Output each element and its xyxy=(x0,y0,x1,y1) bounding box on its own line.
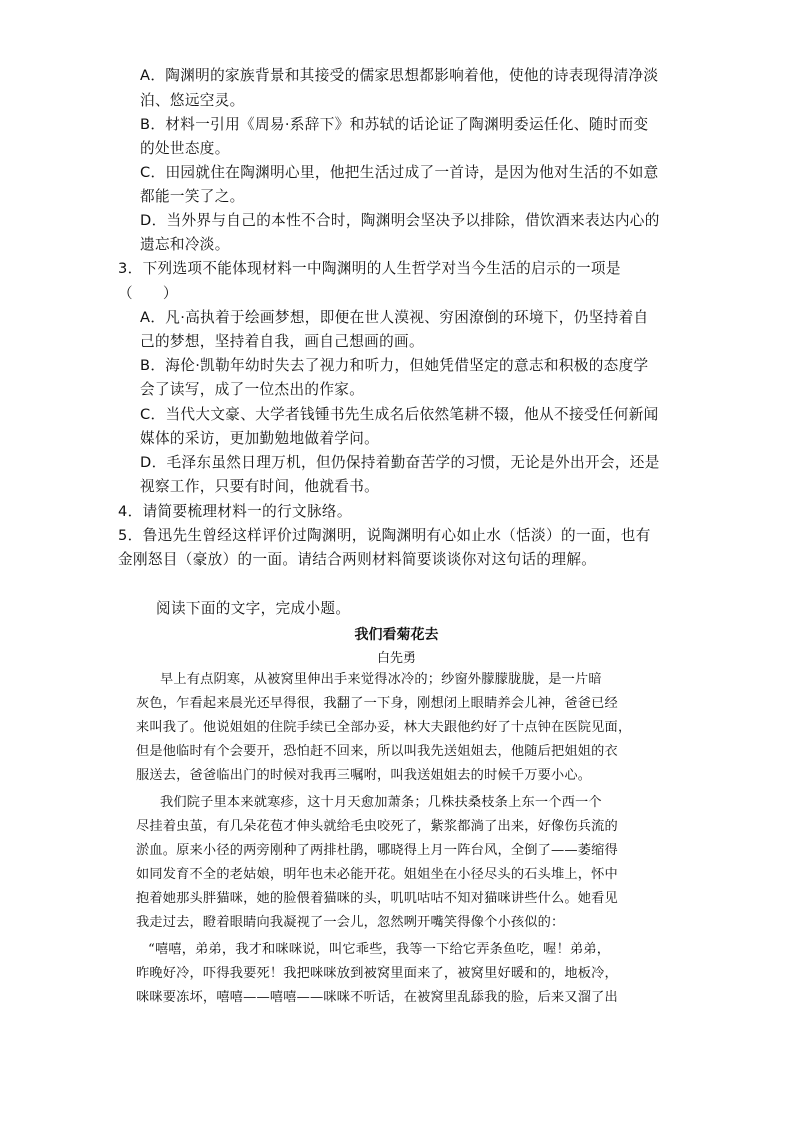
story-line: 早上有点阴寒，从被窝里伸出手来觉得冰冷的；纱窗外朦朦胧胧，是一片暗 xyxy=(160,672,602,687)
story-line: 咪咪要冻坏，嘻嘻——嘻嘻——咪咪不听话，在被窝里乱舔我的脸，后来又溜了出 xyxy=(136,990,618,1005)
q3-stem: 3．下列选项不能体现材料一中陶渊明的人生哲学对当今生活的启示的一项是 xyxy=(118,260,621,277)
q3-answer-paren: （ ） xyxy=(118,285,178,302)
story-author: 白先勇 xyxy=(376,651,416,666)
story-line: 昨晚好冷，吓得我要死！我把咪咪放到被窝里面来了，被窝里好暖和的，地板冷， xyxy=(136,966,618,981)
q5-stem-line2: 金刚怒目（豪放）的一面。请结合两则材料简要谈谈你对这句话的理解。 xyxy=(118,551,597,568)
story-line: 抱着她那头胖猫咪，她的脸偎着猫咪的头，叽叽咕咕不知对猫咪讲些什么。她看见 xyxy=(136,891,618,906)
q2-option-d-line1: D．当外界与自己的本性不合时，陶渊明会坚决予以排除，借饮酒来表达内心的 xyxy=(140,212,660,229)
story-line: 我们院子里本来就寒疹，这十月天愈加萧条；几株扶桑枝条上东一个西一个 xyxy=(160,795,602,810)
q2-option-a-line1: A．陶渊明的家族背景和其接受的儒家思想都影响着他，使他的诗表现得清净淡 xyxy=(140,67,659,84)
q2-option-b-line1: B．材料一引用《周易·系辞下》和苏轼的话论证了陶渊明委运任化、随时而变 xyxy=(140,116,649,133)
story-title: 我们看菊花去 xyxy=(354,627,439,643)
reading-intro: 阅读下面的文字，完成小题。 xyxy=(156,600,351,617)
q2-option-c-line1: C．田园就住在陶渊明心里，他把生活过成了一首诗，是因为他对生活的不如意 xyxy=(140,164,659,181)
story-line: 服送去，爸爸临出门的时候对我再三嘱咐，叫我送姐姐去的时候千万要小心。 xyxy=(136,768,592,783)
story-line: 来叫我了。他说姐姐的住院手续已全部办妥，林大夫跟他约好了十点钟在医院见面， xyxy=(136,720,632,735)
q4-stem: 4．请简要梳理材料一的行文脉络。 xyxy=(118,503,352,520)
story-line: 尽挂着虫茧，有几朵花苞才伸头就给毛虫咬死了，紫浆都淌了出来，好像伤兵流的 xyxy=(136,819,618,834)
q3-option-a-line2: 己的梦想，坚持着自我，画自己想画的画。 xyxy=(140,333,424,350)
q3-option-a-line1: A．凡·高执着于绘画梦想，即便在世人漠视、穷困潦倒的环境下，仍坚持着自 xyxy=(140,309,649,326)
q2-option-c-line2: 都能一笑了之。 xyxy=(140,188,245,205)
story-line: 我走过去，瞪着眼睛向我凝视了一会儿，忽然咧开嘴笑得像个小孩似的： xyxy=(136,915,565,930)
story-line: 灰色，乍看起来晨光还早得很，我翻了一下身，刚想闭上眼睛养会儿神，爸爸已经 xyxy=(136,696,618,711)
q3-option-d-line2: 视察工作，只要有时间，他就看书。 xyxy=(140,478,380,495)
story-line: “嘻嘻，弟弟，我才和咪咪说，叫它乖些，我等一下给它弄条鱼吃，喔！弟弟， xyxy=(148,942,611,957)
q2-option-b-line2: 的处世态度。 xyxy=(140,140,230,157)
q5-stem-line1: 5．鲁迅先生曾经这样评价过陶渊明，说陶渊明有心如止水（恬淡）的一面，也有 xyxy=(118,527,651,544)
q2-option-d-line2: 遗忘和冷淡。 xyxy=(140,236,230,253)
q3-option-b-line2: 会了读写，成了一位杰出的作家。 xyxy=(140,381,365,398)
q3-option-c-line1: C．当代大文豪、大学者钱锺书先生成名后依然笔耕不辍，他从不接受任何新闻 xyxy=(140,406,659,423)
story-line: 如同发育不全的老姑娘，明年也未必能开花。姐姐坐在小径尽头的石头堆上，怀中 xyxy=(136,867,618,882)
story-line: 淤血。原来小径的两旁刚种了两排杜鹃，哪晓得上月一阵台风，全倒了——萎缩得 xyxy=(136,843,618,858)
q3-option-d-line1: D．毛泽东虽然日理万机，但仍保持着勤奋苦学的习惯，无论是外出开会，还是 xyxy=(140,454,660,471)
q3-option-c-line2: 媒体的采访，更加勤勉地做着学问。 xyxy=(140,430,380,447)
q2-option-a-line2: 泊、悠远空灵。 xyxy=(140,92,245,109)
q3-option-b-line1: B．海伦·凯勒年幼时失去了视力和听力，但她凭借坚定的意志和积极的态度学 xyxy=(140,357,649,374)
story-line: 但是他临时有个会要开，恐怕赶不回来，所以叫我先送姐姐去，他随后把姐姐的衣 xyxy=(136,744,618,759)
